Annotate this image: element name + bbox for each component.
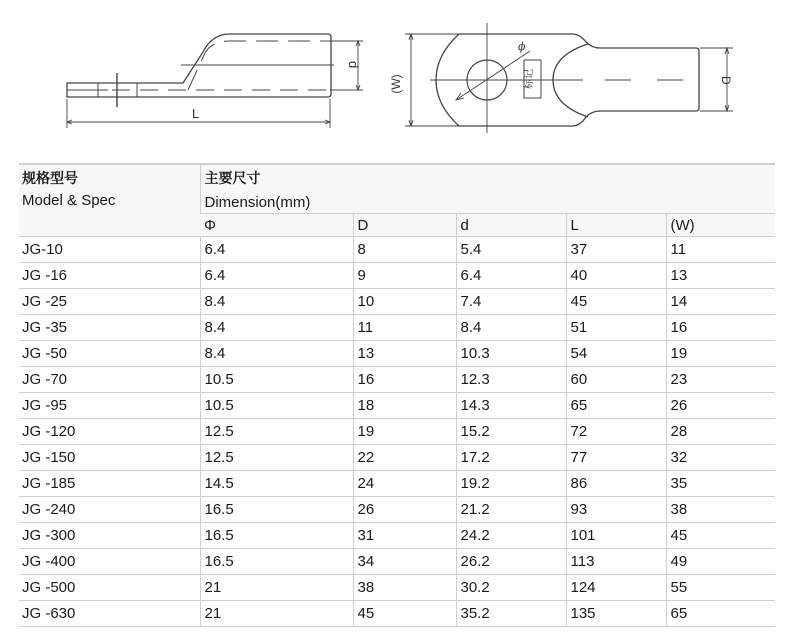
cell-L: 51 — [566, 315, 666, 341]
cell-phi: 14.5 — [200, 471, 353, 497]
cell-L: 77 — [566, 445, 666, 471]
cell-W: 26 — [666, 393, 775, 419]
cell-D: 31 — [353, 523, 456, 549]
cell-L: 86 — [566, 471, 666, 497]
cell-W: 13 — [666, 263, 775, 289]
cell-model: JG -150 — [19, 445, 200, 471]
cell-D: 26 — [353, 497, 456, 523]
cell-model: JG -240 — [19, 497, 200, 523]
cell-phi: 21 — [200, 601, 353, 627]
length-label: L — [192, 106, 200, 121]
cell-L: 93 — [566, 497, 666, 523]
cell-phi: 12.5 — [200, 445, 353, 471]
cell-W: 65 — [666, 601, 775, 627]
table-row — [19, 341, 775, 367]
model-header-en: Model & Spec — [19, 191, 200, 237]
cell-model: JG -300 — [19, 523, 200, 549]
cell-W: 19 — [666, 341, 775, 367]
cell-model: JG -185 — [19, 471, 200, 497]
cell-model: JG -25 — [19, 289, 200, 315]
spec-table — [19, 163, 775, 627]
cell-D: 38 — [353, 575, 456, 601]
cell-d: 26.2 — [456, 549, 566, 575]
cell-D: 11 — [353, 315, 456, 341]
cell-W: 11 — [666, 237, 775, 263]
top-view — [405, 23, 733, 133]
cell-W: 35 — [666, 471, 775, 497]
table-row — [19, 601, 775, 627]
cell-model: JG -16 — [19, 263, 200, 289]
table-row — [19, 471, 775, 497]
cell-D: 13 — [353, 341, 456, 367]
table-row — [19, 445, 775, 471]
cell-W: 28 — [666, 419, 775, 445]
mark-label: 标记 — [524, 69, 535, 89]
cell-model: JG -95 — [19, 393, 200, 419]
header-row-cn — [19, 164, 775, 191]
cell-D: 10 — [353, 289, 456, 315]
cell-W: 38 — [666, 497, 775, 523]
cell-W: 32 — [666, 445, 775, 471]
cell-d: 21.2 — [456, 497, 566, 523]
cell-model: JG -400 — [19, 549, 200, 575]
cell-phi: 6.4 — [200, 237, 353, 263]
table-row — [19, 523, 775, 549]
cell-D: 45 — [353, 601, 456, 627]
cell-d: 10.3 — [456, 341, 566, 367]
cell-model: JG -70 — [19, 367, 200, 393]
cell-model: JG -120 — [19, 419, 200, 445]
cell-phi: 8.4 — [200, 289, 353, 315]
cell-phi: 10.5 — [200, 393, 353, 419]
cell-L: 101 — [566, 523, 666, 549]
table-row — [19, 263, 775, 289]
cell-W: 55 — [666, 575, 775, 601]
cell-model: JG-10 — [19, 237, 200, 263]
cell-d: 24.2 — [456, 523, 566, 549]
cell-D: 19 — [353, 419, 456, 445]
cell-phi: 16.5 — [200, 497, 353, 523]
table-row — [19, 419, 775, 445]
cell-phi: 6.4 — [200, 263, 353, 289]
cell-D: 22 — [353, 445, 456, 471]
cell-D: 18 — [353, 393, 456, 419]
cell-L: 37 — [566, 237, 666, 263]
cell-L: 65 — [566, 393, 666, 419]
col-header-phi: Φ — [200, 214, 353, 237]
table-row — [19, 367, 775, 393]
dimension-header-en: Dimension(mm) — [200, 191, 775, 214]
cell-d: 14.3 — [456, 393, 566, 419]
cell-model: JG -50 — [19, 341, 200, 367]
cell-W: 16 — [666, 315, 775, 341]
cell-L: 45 — [566, 289, 666, 315]
cell-L: 40 — [566, 263, 666, 289]
model-header-cn: 规格型号 — [19, 164, 200, 191]
cell-L: 135 — [566, 601, 666, 627]
table-row — [19, 393, 775, 419]
cell-D: 9 — [353, 263, 456, 289]
cell-model: JG -630 — [19, 601, 200, 627]
cell-model: JG -35 — [19, 315, 200, 341]
cell-L: 113 — [566, 549, 666, 575]
table-row — [19, 237, 775, 263]
cell-phi: 16.5 — [200, 523, 353, 549]
cell-L: 72 — [566, 419, 666, 445]
cell-phi: 8.4 — [200, 341, 353, 367]
cell-L: 124 — [566, 575, 666, 601]
table-row — [19, 289, 775, 315]
cell-d: 30.2 — [456, 575, 566, 601]
cell-model: JG -500 — [19, 575, 200, 601]
cell-d: 5.4 — [456, 237, 566, 263]
cell-d: 15.2 — [456, 419, 566, 445]
dimension-header-cn: 主要尺寸 — [200, 164, 775, 191]
col-header-L: L — [566, 214, 666, 237]
cell-d: 17.2 — [456, 445, 566, 471]
cell-L: 54 — [566, 341, 666, 367]
cell-phi: 8.4 — [200, 315, 353, 341]
cell-W: 45 — [666, 523, 775, 549]
cell-phi: 21 — [200, 575, 353, 601]
cell-W: 23 — [666, 367, 775, 393]
cell-D: 24 — [353, 471, 456, 497]
col-header-d: d — [456, 214, 566, 237]
cell-phi: 12.5 — [200, 419, 353, 445]
cell-d: 7.4 — [456, 289, 566, 315]
width-label: (W) — [389, 74, 403, 94]
cell-d: 12.3 — [456, 367, 566, 393]
cell-D: 16 — [353, 367, 456, 393]
col-header-W: (W) — [666, 214, 775, 237]
table-row — [19, 575, 775, 601]
terminal-lug-drawing — [0, 0, 790, 150]
cell-phi: 10.5 — [200, 367, 353, 393]
cell-W: 49 — [666, 549, 775, 575]
col-header-D: D — [353, 214, 456, 237]
hole-label: ϕ — [518, 40, 526, 53]
table-row — [19, 315, 775, 341]
cell-d: 35.2 — [456, 601, 566, 627]
table-row — [19, 549, 775, 575]
cell-phi: 16.5 — [200, 549, 353, 575]
cell-d: 8.4 — [456, 315, 566, 341]
side-view — [67, 34, 363, 128]
cell-D: 34 — [353, 549, 456, 575]
cell-D: 8 — [353, 237, 456, 263]
diameter-label: D — [719, 76, 733, 85]
depth-label: d — [346, 61, 361, 69]
cell-d: 6.4 — [456, 263, 566, 289]
header-row-en — [19, 191, 775, 214]
cell-W: 14 — [666, 289, 775, 315]
cell-d: 19.2 — [456, 471, 566, 497]
table-body — [19, 237, 775, 627]
table-row — [19, 497, 775, 523]
cell-L: 60 — [566, 367, 666, 393]
